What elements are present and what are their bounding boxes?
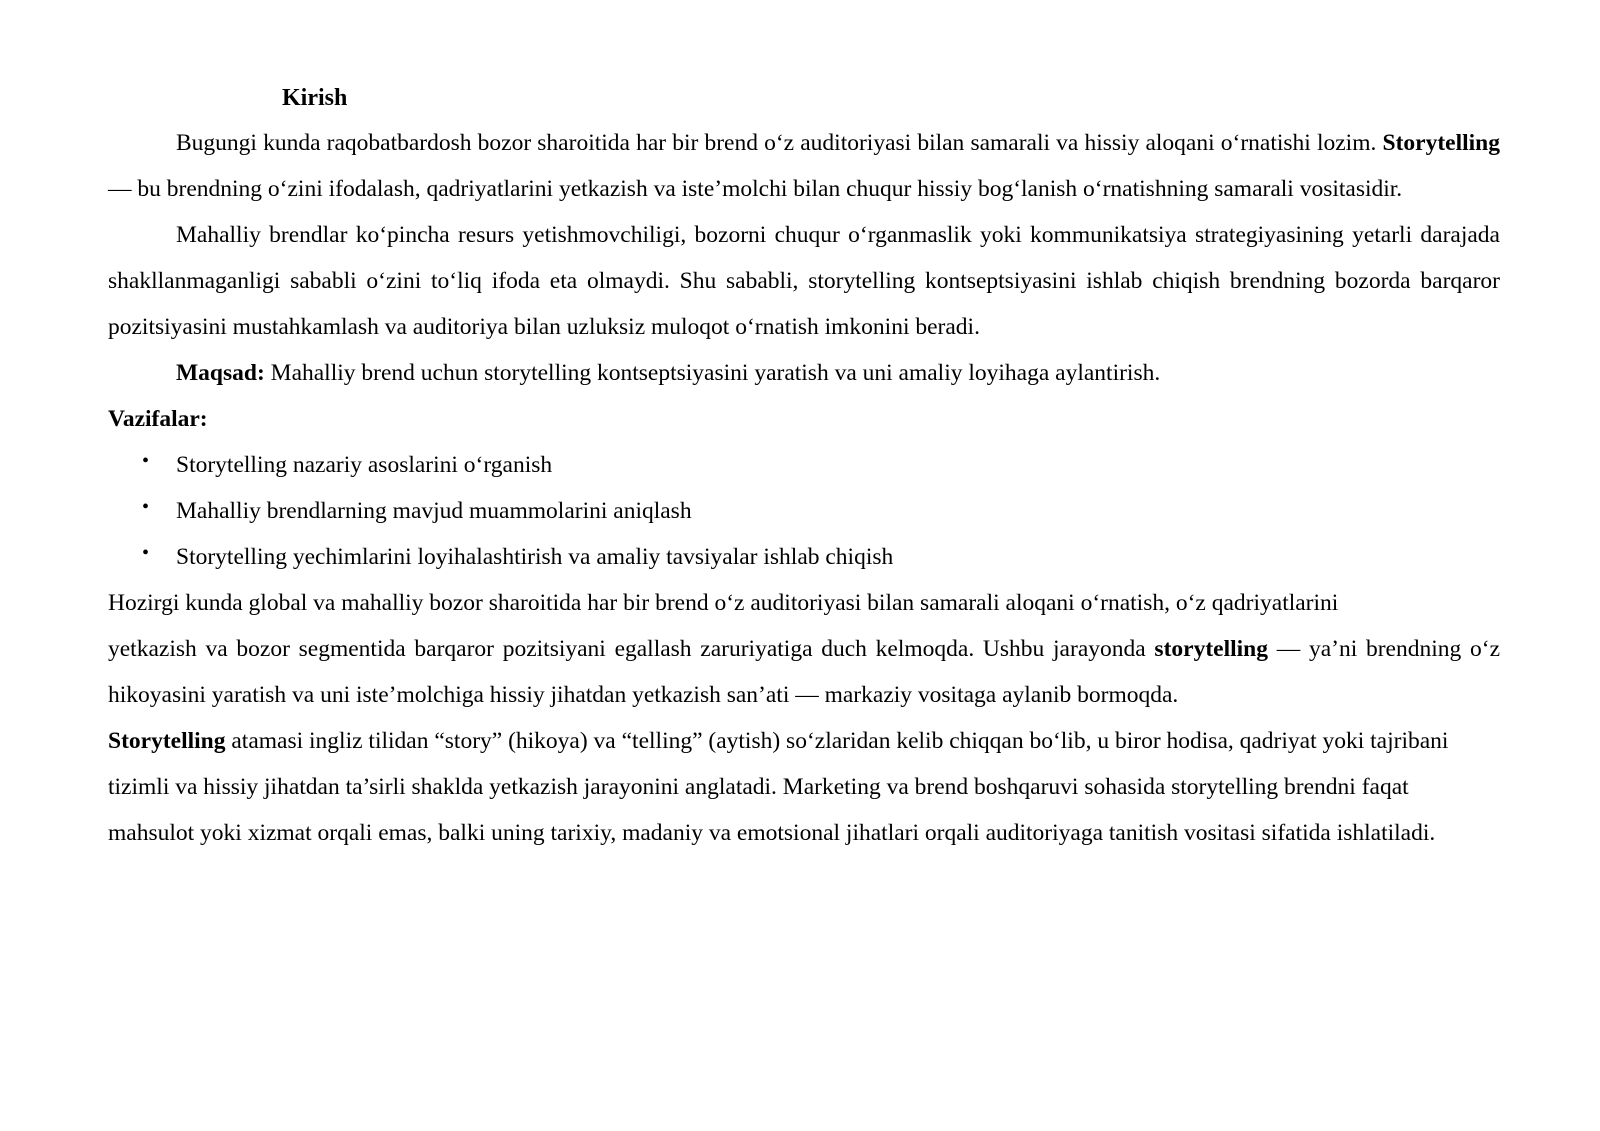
list-item [108, 442, 1500, 488]
bullet-icon: • [142, 450, 150, 472]
list-item-text: Mahalliy brendlarning mavjud muammolarini aniqlash [176, 498, 692, 524]
list-item [108, 534, 1500, 580]
goal-label: Maqsad: [176, 360, 265, 386]
global-market-paragraph: Hozirgi kunda global va mahalliy bozor sharoitida har bir brend o‘z auditoriyasi bilan samarali aloqani o‘rnatish, o‘z qadriyatlarini [108, 590, 1339, 616]
list-item [108, 488, 1500, 534]
intro-text-2: — bu brendning o‘zini ifodalash, qadriyatlarini yetkazish va iste’molchi bilan chuqur hissiy bog‘lanish o‘rnatishning samarali vositasidir. [108, 176, 1403, 202]
definition-text: atamasi ingliz tilidan “story” (hikoya) va “telling” (aytish) so‘zlaridan kelib chiqqan bo‘lib, u biror hodisa, qadriyat yoki tajribani tizimli va hissiy jihatdan ta’sirli shaklda yetkazish jarayonini anglatadi. Marketing va brend boshqaruvi sohasida storytelling brendni faqat mahsulot yoki xizmat orqali emas, balki uning tarixiy, madaniy va emotsional jihatlari orqali auditoriyaga tanitish vositasi sifatida ishlatiladi. [108, 728, 1449, 846]
tasks-label: Vazifalar: [108, 406, 208, 432]
section-heading: Kirish [282, 85, 348, 111]
local-brands-paragraph: Mahalliy brendlar ko‘pincha resurs yetishmovchiligi, bozorni chuqur o‘rganmaslik yoki kommunikatsiya strategiyasining yetarli darajada shakllanmaganligi sababli o‘zini to‘liq ifoda eta olmaydi. Shu sababli, storytelling kontseptsiyasini ishlab chiqish brendning bozorda barqaror pozitsiyasini mustahkamlash va auditoriya bilan uzluksiz muloqot o‘rnatish imkonini beradi. [108, 222, 1500, 340]
intro-text-1: Bugungi kunda raqobatbardosh bozor sharoitida har bir brend o‘z auditoriyasi bilan samarali va hissiy aloqani o‘rnatishi lozim. [176, 130, 1383, 156]
storytelling-role-paragraph [108, 626, 1500, 718]
role-text-1: yetkazish va bozor segmentida barqaror pozitsiyani egallash zaruriyatiga duch kelmoqda. Ushbu jarayonda [108, 636, 1155, 662]
intro-bold-term: Storytelling [1382, 130, 1500, 156]
goal-paragraph [108, 350, 1500, 396]
intro-paragraph [108, 120, 1500, 212]
list-item-text: Storytelling nazariy asoslarini o‘rganish [176, 452, 553, 478]
role-text-2: — ya’ni brendning o‘z hikoyasini yaratish va uni iste’molchiga hissiy jihatdan yetkazish san’ati — markaziy vositaga aylanib bormoqda. [108, 636, 1501, 708]
list-item-text: Storytelling yechimlarini loyihalashtirish va amaliy tavsiyalar ishlab chiqish [176, 544, 894, 570]
goal-text: Mahalliy brend uchun storytelling kontseptsiyasini yaratish va uni amaliy loyihaga aylantirish. [264, 360, 1161, 386]
role-bold-term: storytelling [1154, 636, 1268, 662]
bullet-icon: • [142, 496, 150, 518]
bullet-icon: • [142, 542, 150, 564]
definition-bold-term: Storytelling [108, 728, 226, 754]
tasks-list [108, 442, 1500, 580]
definition-paragraph [108, 718, 1500, 856]
document-body [108, 76, 1500, 856]
